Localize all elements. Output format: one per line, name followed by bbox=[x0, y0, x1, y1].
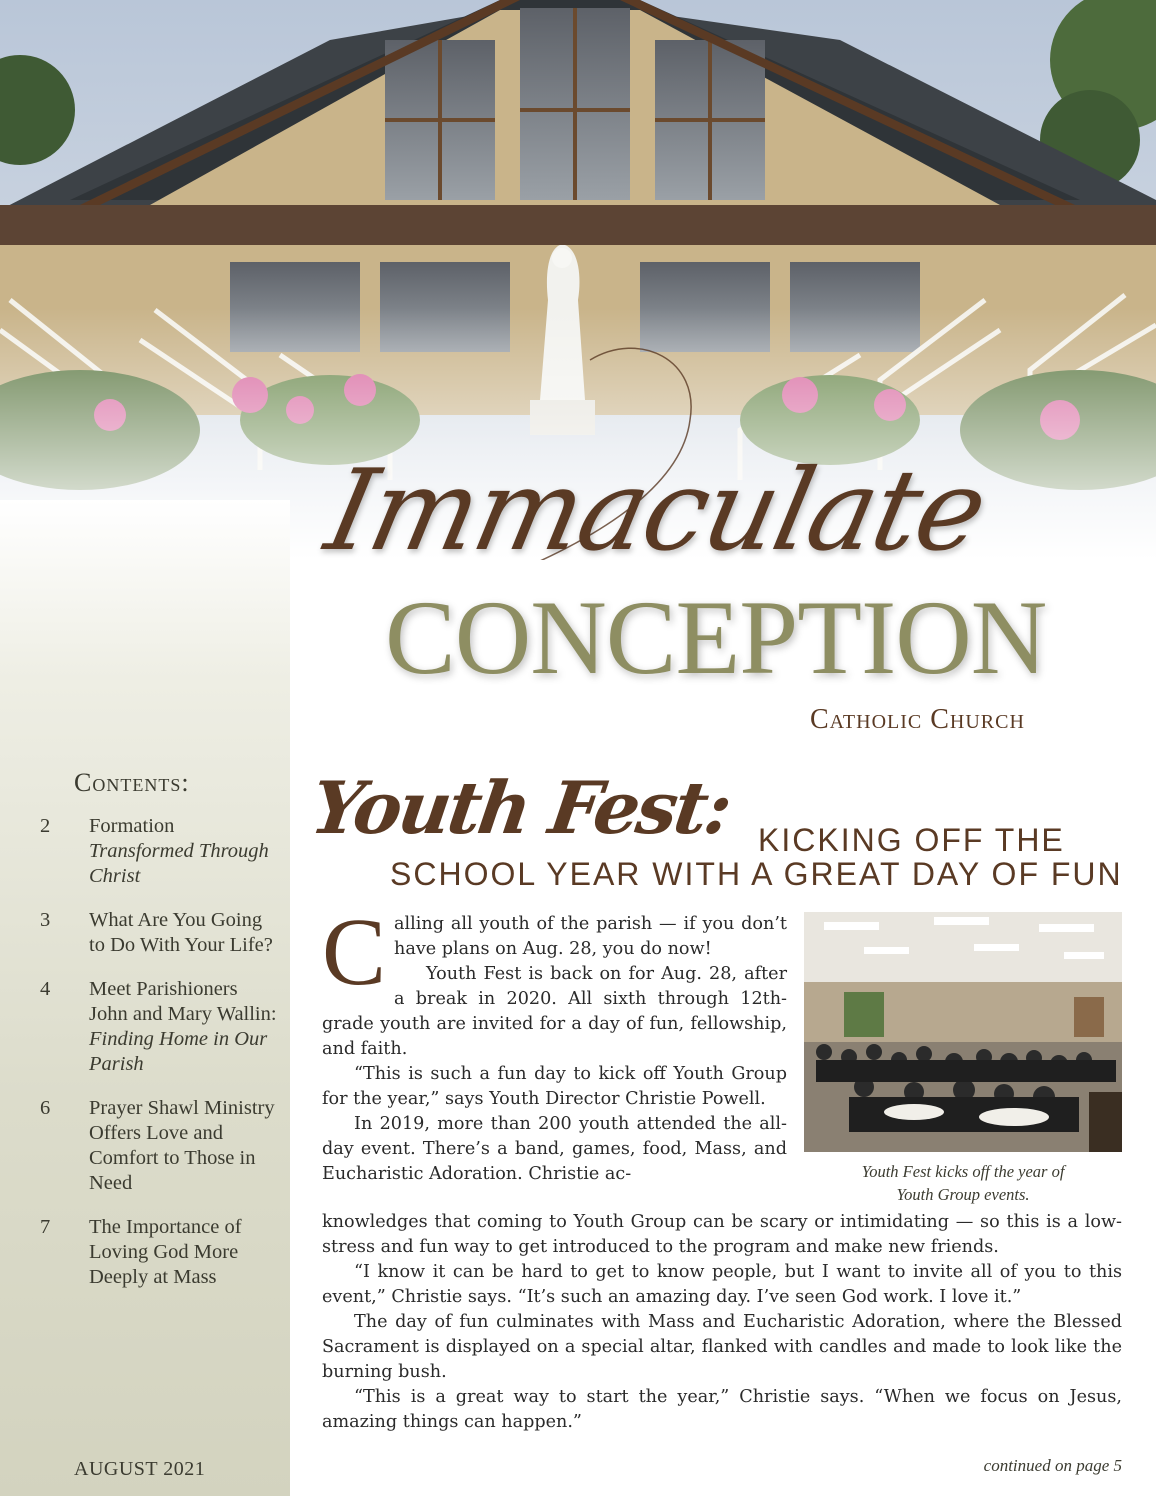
contents-item-subtitle: Finding Home in Our Parish bbox=[89, 1028, 268, 1075]
article-paragraph: Calling all youth of the parish — if you don’t have plans on Aug. 28, you do now! bbox=[322, 898, 787, 1005]
headline-line-2: SCHOOL YEAR WITH A GREAT DAY OF FUN bbox=[390, 856, 1123, 892]
contents-list bbox=[40, 814, 280, 1309]
contents-page-number: 4 bbox=[40, 978, 51, 1000]
contents-page-number: 7 bbox=[40, 1216, 51, 1238]
continued-note[interactable]: continued on page 5 bbox=[983, 1456, 1122, 1475]
contents-item[interactable] bbox=[40, 977, 280, 1077]
article-paragraph: knowledges that coming to Youth Group can be scary or intimidating — so this is a low-stress and fun way to get introduced to the program and make new friends. bbox=[322, 1212, 1122, 1257]
article-left-column bbox=[322, 898, 787, 1187]
contents-item[interactable] bbox=[40, 1215, 280, 1290]
article-full-column bbox=[322, 1210, 1122, 1435]
contents-sidebar bbox=[0, 500, 290, 1496]
youth-crowd-illustration bbox=[804, 912, 1122, 1152]
contents-item[interactable] bbox=[40, 814, 280, 889]
contents-page-number: 6 bbox=[40, 1097, 51, 1119]
contents-item-title: Meet Parishioners John and Mary Wallin: bbox=[89, 978, 277, 1025]
contents-item-title: The Importance of Loving God More Deeply at Mass bbox=[89, 1216, 242, 1288]
contents-item-title: Prayer Shawl Ministry Offers Love and Comfort to Those in Need bbox=[89, 1097, 275, 1194]
youth-fest-photo bbox=[804, 912, 1122, 1152]
headline-line-1: KICKING OFF THE bbox=[758, 822, 1065, 858]
article-paragraph: Youth Fest is back on for Aug. 28, after a break in 2020. All sixth through 12th-grade youth are invited for a day of fun, fellowship, and faith. bbox=[322, 964, 787, 1059]
contents-item[interactable] bbox=[40, 908, 280, 958]
article-paragraph: “This is such a fun day to kick off Youth Group for the year,” says Youth Director Christie Powell. bbox=[322, 1064, 787, 1109]
article-paragraph: In 2019, more than 200 youth attended the all-day event. There’s a band, games, food, Mass, and Eucharistic Adoration. Christie ac- bbox=[322, 1114, 787, 1184]
headline-script: Youth Fest: bbox=[306, 765, 735, 850]
contents-heading: Contents: bbox=[74, 768, 190, 797]
contents-page-number: 2 bbox=[40, 815, 51, 837]
masthead-caps-title: CONCEPTION bbox=[385, 579, 1047, 696]
contents-item-subtitle: Transformed Through Christ bbox=[89, 840, 269, 887]
contents-item-title: What Are You Going to Do With Your Life? bbox=[89, 909, 273, 956]
article-paragraph: “I know it can be hard to get to know people, but I want to invite all of you to this event,” Christie says. “It’s such an amazing day. I’ve seen God work. I love it.” bbox=[322, 1262, 1122, 1307]
photo-caption: Youth Fest kicks off the year of Youth Group events. bbox=[861, 1162, 1065, 1204]
contents-item[interactable] bbox=[40, 1096, 280, 1196]
contents-page-number: 3 bbox=[40, 909, 51, 931]
drop-cap: C bbox=[322, 898, 387, 1005]
masthead-script-title: Immaculate bbox=[316, 446, 996, 576]
article-paragraph: “This is a great way to start the year,” Christie says. “When we focus on Jesus, amazing things can happen.” bbox=[322, 1387, 1122, 1432]
article-paragraph: The day of fun culminates with Mass and Eucharistic Adoration, where the Blessed Sacrament is displayed on a special altar, flanked with candles and made to look like the burning bush. bbox=[322, 1312, 1122, 1382]
issue-date: AUGUST 2021 bbox=[74, 1458, 206, 1480]
masthead-subtitle: Catholic Church bbox=[810, 704, 1025, 735]
contents-item-title: Formation bbox=[89, 815, 175, 837]
